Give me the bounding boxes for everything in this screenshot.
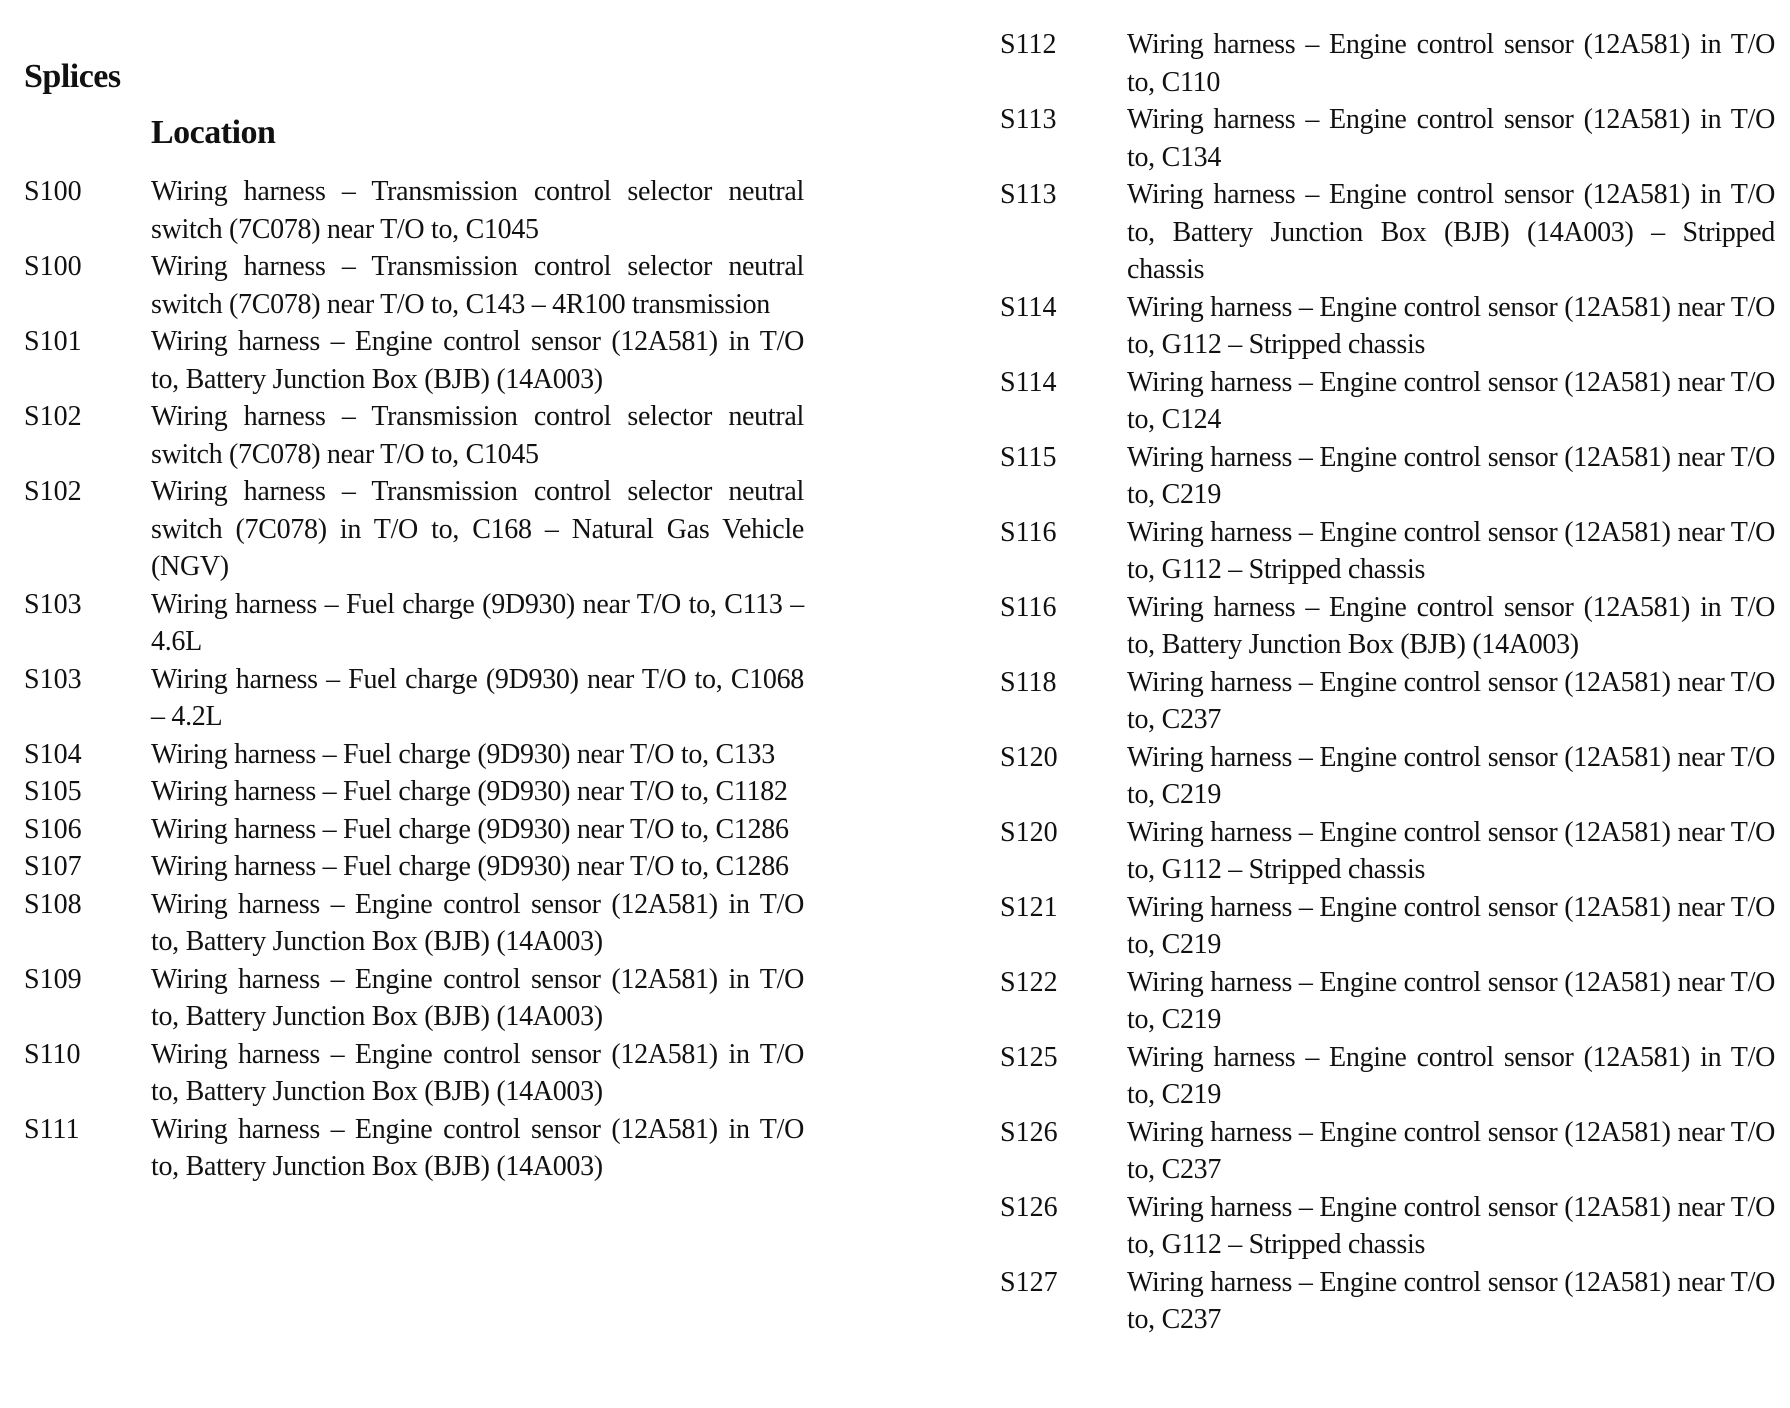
splice-entry <box>1000 289 1775 364</box>
splice-entry <box>24 736 804 774</box>
splice-location: Wiring harness – Engine control sensor (12A581) in T/O to, C219 <box>1127 1041 1775 1110</box>
splice-code: S120 <box>1000 741 1058 773</box>
splice-code: S114 <box>1000 366 1057 398</box>
splice-code: S100 <box>24 176 82 207</box>
splice-code: S112 <box>1000 29 1057 60</box>
splice-code: S107 <box>24 851 82 882</box>
splice-entry <box>1000 814 1775 889</box>
splice-entry <box>1000 101 1775 176</box>
splice-code: S105 <box>24 776 82 807</box>
splice-entry <box>24 1036 804 1111</box>
splice-entry <box>24 886 804 961</box>
splice-code: S108 <box>24 888 82 920</box>
splice-location: Wiring harness – Engine control sensor (12A581) in T/O to, Battery Junction Box (BJB) (14A003) <box>151 888 804 957</box>
splice-location: Wiring harness – Engine control sensor (12A581) near T/O to, G112 – Stripped chassis <box>1127 816 1775 885</box>
right-splice-list <box>1000 26 1775 1339</box>
splice-code: S125 <box>1000 1041 1058 1073</box>
splice-location: Wiring harness – Engine control sensor (12A581) in T/O to, Battery Junction Box (BJB) (14A003) <box>151 1113 804 1182</box>
splice-entry <box>1000 439 1775 514</box>
splice-code: S103 <box>24 588 82 620</box>
location-column-header: Location <box>151 114 276 151</box>
splice-location: Wiring harness – Engine control sensor (12A581) near T/O to, G112 – Stripped chassis <box>1127 1191 1775 1260</box>
splice-location: Wiring harness – Engine control sensor (12A581) near T/O to, C237 <box>1127 1266 1775 1335</box>
section-title: Splices <box>24 58 121 95</box>
splice-location: Wiring harness – Engine control sensor (12A581) near T/O to, G112 – Stripped chassis <box>1127 516 1775 585</box>
splice-location: Wiring harness – Fuel charge (9D930) near T/O to, C1286 <box>151 851 789 882</box>
splice-location: Wiring harness – Engine control sensor (12A581) in T/O to, Battery Junction Box (BJB) (14A003) <box>151 1038 804 1107</box>
splice-code: S113 <box>1000 179 1057 210</box>
splice-entry <box>1000 589 1775 664</box>
splice-code: S116 <box>1000 516 1057 548</box>
splice-location: Wiring harness – Engine control sensor (12A581) in T/O to, Battery Junction Box (BJB) (14A003) <box>151 326 804 395</box>
splice-location: Wiring harness – Engine control sensor (12A581) in T/O to, Battery Junction Box (BJB) (14A003) – Stripped chassis <box>1127 179 1775 285</box>
splice-entry <box>1000 1264 1775 1339</box>
splice-entry <box>1000 176 1775 289</box>
splice-entry <box>24 961 804 1036</box>
splice-entry <box>24 773 804 811</box>
splice-code: S101 <box>24 326 82 357</box>
splice-location: Wiring harness – Transmission control selector neutral switch (7C078) near T/O to, C143 – 4R100 transmission <box>151 251 804 320</box>
splice-entry <box>24 323 804 398</box>
splice-code: S122 <box>1000 966 1058 998</box>
splice-location: Wiring harness – Engine control sensor (12A581) in T/O to, C110 <box>1127 29 1775 98</box>
splice-code: S109 <box>24 963 82 995</box>
splice-location: Wiring harness – Engine control sensor (12A581) near T/O to, C219 <box>1127 966 1775 1035</box>
splice-code: S110 <box>24 1038 81 1070</box>
splice-entry <box>1000 664 1775 739</box>
splice-location: Wiring harness – Engine control sensor (12A581) near T/O to, C219 <box>1127 441 1775 510</box>
splice-code: S102 <box>24 476 82 507</box>
splice-location: Wiring harness – Transmission control selector neutral switch (7C078) in T/O to, C168 – Natural Gas Vehicle (NGV) <box>151 476 804 582</box>
splice-location: Wiring harness – Engine control sensor (12A581) near T/O to, C124 <box>1127 366 1775 435</box>
splice-entry <box>1000 889 1775 964</box>
splice-entry <box>24 586 804 661</box>
splice-entry <box>24 248 804 323</box>
splice-code: S100 <box>24 251 82 282</box>
splice-code: S127 <box>1000 1266 1058 1298</box>
splice-code: S111 <box>24 1113 80 1145</box>
splice-code: S118 <box>1000 666 1057 698</box>
splice-code: S103 <box>24 663 82 695</box>
splice-entry <box>1000 1114 1775 1189</box>
splice-location: Wiring harness – Fuel charge (9D930) near T/O to, C1182 <box>151 776 788 807</box>
splice-location: Wiring harness – Fuel charge (9D930) near T/O to, C1068 – 4.2L <box>151 663 804 732</box>
splice-entry <box>1000 364 1775 439</box>
splice-entry <box>24 811 804 849</box>
splice-location: Wiring harness – Engine control sensor (12A581) in T/O to, Battery Junction Box (BJB) (14A003) <box>151 963 804 1032</box>
splice-code: S116 <box>1000 591 1057 623</box>
splice-location: Wiring harness – Engine control sensor (12A581) near T/O to, C237 <box>1127 666 1775 735</box>
left-splice-list <box>24 173 804 1186</box>
splice-code: S126 <box>1000 1191 1058 1223</box>
splice-location: Wiring harness – Engine control sensor (12A581) in T/O to, C134 <box>1127 104 1775 173</box>
splice-entry <box>24 173 804 248</box>
splice-location: Wiring harness – Fuel charge (9D930) near T/O to, C113 – 4.6L <box>151 588 804 657</box>
splice-location: Wiring harness – Fuel charge (9D930) near T/O to, C1286 <box>151 813 789 845</box>
splice-entry <box>24 661 804 736</box>
splice-location: Wiring harness – Engine control sensor (12A581) in T/O to, Battery Junction Box (BJB) (14A003) <box>1127 591 1775 660</box>
splice-code: S113 <box>1000 104 1057 135</box>
splice-location: Wiring harness – Engine control sensor (12A581) near T/O to, C237 <box>1127 1116 1775 1185</box>
splice-code: S106 <box>24 813 82 845</box>
splice-code: S114 <box>1000 291 1057 323</box>
splice-location: Wiring harness – Transmission control selector neutral switch (7C078) near T/O to, C1045 <box>151 401 804 470</box>
splice-code: S120 <box>1000 816 1058 848</box>
splice-code: S121 <box>1000 891 1058 923</box>
splice-entry <box>24 1111 804 1186</box>
splice-entry <box>1000 964 1775 1039</box>
splice-location: Wiring harness – Engine control sensor (12A581) near T/O to, C219 <box>1127 741 1775 810</box>
splice-code: S115 <box>1000 441 1057 473</box>
splice-entry <box>24 473 804 586</box>
splice-location: Wiring harness – Transmission control selector neutral switch (7C078) near T/O to, C1045 <box>151 176 804 245</box>
splice-location: Wiring harness – Engine control sensor (12A581) near T/O to, C219 <box>1127 891 1775 960</box>
splice-entry <box>1000 514 1775 589</box>
splice-entry <box>1000 26 1775 101</box>
splice-code: S104 <box>24 738 82 770</box>
splice-entry <box>1000 1039 1775 1114</box>
splice-entry <box>24 848 804 886</box>
splice-location: Wiring harness – Engine control sensor (12A581) near T/O to, G112 – Stripped chassis <box>1127 291 1775 360</box>
splice-code: S126 <box>1000 1116 1058 1148</box>
splice-entry <box>1000 1189 1775 1264</box>
splice-entry <box>1000 739 1775 814</box>
splice-entry <box>24 398 804 473</box>
splice-code: S102 <box>24 401 82 432</box>
splice-location: Wiring harness – Fuel charge (9D930) near T/O to, C133 <box>151 738 775 770</box>
